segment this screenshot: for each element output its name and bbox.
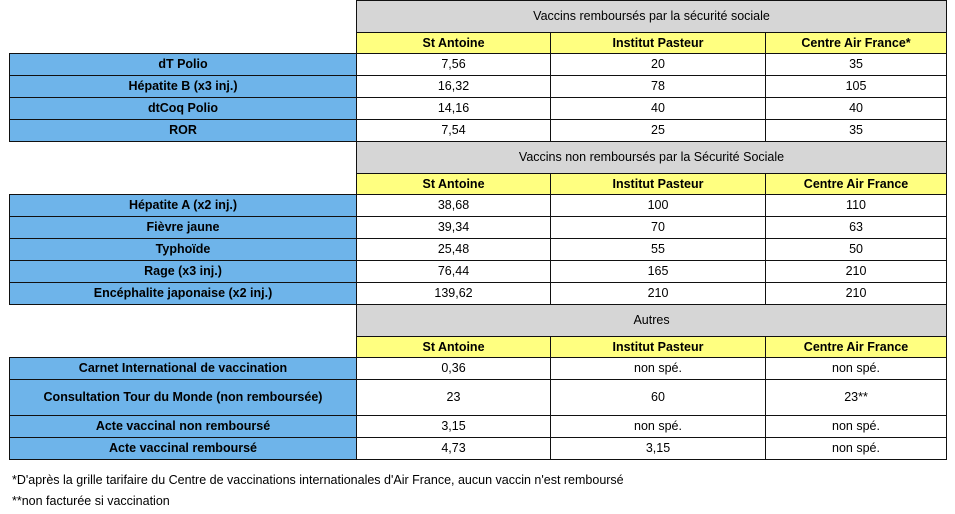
column-header-centre-air-france: Centre Air France [766,337,947,358]
table-row [10,380,947,416]
column-header-institut-pasteur: Institut Pasteur [551,337,766,358]
footnotes [12,470,942,511]
cell-value: 78 [551,76,766,98]
cell-value: 4,73 [357,438,551,460]
row-label: Acte vaccinal non remboursé [10,416,357,438]
section-title-reimbursed: Vaccins remboursés par la sécurité sociale [357,1,947,33]
cell-value: 38,68 [357,195,551,217]
cell-value: 210 [766,261,947,283]
cell-value: 35 [766,120,947,142]
footnote-air-france: *D'après la grille tarifaire du Centre de vaccinations internationales d'Air France, aucun vaccin n'est remboursé [12,473,624,487]
table-row [10,239,947,261]
cell-value: 40 [766,98,947,120]
cell-value: 3,15 [551,438,766,460]
cell-value: 25,48 [357,239,551,261]
cell-value: 139,62 [357,283,551,305]
cell-value: non spé. [766,438,947,460]
row-label: Consultation Tour du Monde (non remboursée) [10,380,357,416]
table-row [10,195,947,217]
table-row [10,54,947,76]
cell-value: 50 [766,239,947,261]
cell-value: 7,54 [357,120,551,142]
table-row [10,217,947,239]
section-header-row [10,305,947,337]
table-row [10,98,947,120]
table-row [10,416,947,438]
corner-spacer [10,305,357,337]
corner-spacer [10,33,357,54]
cell-value: 20 [551,54,766,76]
corner-spacer [10,174,357,195]
footnote-non-facturee: **non facturée si vaccination [12,493,170,508]
row-label: dT Polio [10,54,357,76]
column-header-row [10,174,947,195]
row-label: ROR [10,120,357,142]
section-header-row [10,142,947,174]
cell-value: non spé. [766,416,947,438]
column-header-centre-air-france: Centre Air France [766,174,947,195]
table-row [10,438,947,460]
cell-value: 25 [551,120,766,142]
table-row [10,120,947,142]
cell-value: 76,44 [357,261,551,283]
table-row [10,261,947,283]
column-header-st-antoine: St Antoine [357,174,551,195]
vaccine-price-table [9,0,947,460]
corner-spacer [10,1,357,33]
cell-value: 60 [551,380,766,416]
cell-value: 39,34 [357,217,551,239]
section-title-non-reimbursed: Vaccins non remboursés par la Sécurité Sociale [357,142,947,174]
cell-value: 55 [551,239,766,261]
section-title-autres: Autres [357,305,947,337]
row-label: dtCoq Polio [10,98,357,120]
corner-spacer [10,337,357,358]
row-label: Encéphalite japonaise (x2 inj.) [10,283,357,305]
cell-value: 165 [551,261,766,283]
column-header-st-antoine: St Antoine [357,337,551,358]
column-header-institut-pasteur: Institut Pasteur [551,174,766,195]
cell-value: 3,15 [357,416,551,438]
cell-value: non spé. [551,416,766,438]
cell-value: 23 [357,380,551,416]
table-row [10,358,947,380]
column-header-institut-pasteur: Institut Pasteur [551,33,766,54]
table-row [10,283,947,305]
cell-value: 210 [551,283,766,305]
corner-spacer [10,142,357,174]
cell-value: 70 [551,217,766,239]
row-label: Typhoïde [10,239,357,261]
cell-value: 110 [766,195,947,217]
row-label: Acte vaccinal remboursé [10,438,357,460]
cell-value: 100 [551,195,766,217]
cell-value: 35 [766,54,947,76]
row-label: Carnet International de vaccination [10,358,357,380]
column-header-st-antoine: St Antoine [357,33,551,54]
table-row [10,76,947,98]
cell-value: 7,56 [357,54,551,76]
column-header-row [10,33,947,54]
cell-value: 14,16 [357,98,551,120]
cell-value: 63 [766,217,947,239]
column-header-centre-air-france: Centre Air France* [766,33,947,54]
cell-value: 40 [551,98,766,120]
cell-value: non spé. [551,358,766,380]
cell-value: 23** [766,380,947,416]
cell-value: 210 [766,283,947,305]
row-label: Fièvre jaune [10,217,357,239]
column-header-row [10,337,947,358]
cell-value: non spé. [766,358,947,380]
section-header-row [10,1,947,33]
row-label: Hépatite B (x3 inj.) [10,76,357,98]
row-label: Rage (x3 inj.) [10,261,357,283]
cell-value: 105 [766,76,947,98]
row-label: Hépatite A (x2 inj.) [10,195,357,217]
cell-value: 0,36 [357,358,551,380]
cell-value: 16,32 [357,76,551,98]
